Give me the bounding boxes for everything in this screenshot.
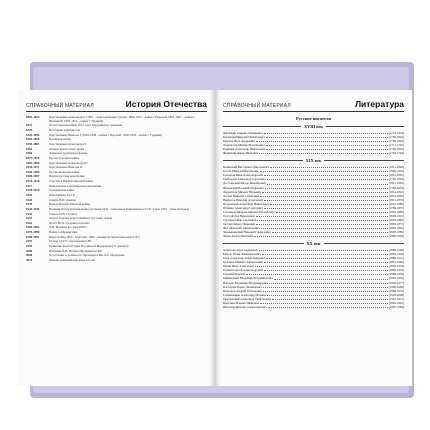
divider — [324, 160, 404, 161]
century-heading — [223, 158, 404, 163]
timeline-text: Русско-турецкая война — [49, 155, 80, 160]
writer-name: Маяковский Владимир Владимирович — [223, 276, 273, 281]
writer-years: (1910-1971) — [388, 296, 404, 301]
writer-row — [223, 151, 404, 155]
open-spread — [18, 90, 412, 386]
timeline-text: Зимние Олимпийские игры в Сочи — [49, 257, 95, 262]
divider — [223, 243, 304, 244]
timeline-year: 1904-1905 — [26, 169, 40, 174]
page-title: История Отечества — [125, 99, 207, 109]
dot-leader — [246, 272, 388, 275]
timeline-year: 1914-1918 — [26, 179, 40, 184]
timeline-text: Восстание декабристов — [49, 128, 80, 133]
timeline-text: Вступление в должность Президента РФ Д.А. Медведева — [49, 253, 125, 258]
timeline-text: Полёт Ю.А. Гагарина в космос — [49, 220, 90, 225]
writer-years: (1891-1940) — [388, 260, 404, 265]
dot-leader — [260, 169, 387, 172]
writer-years: (1799-1837) — [388, 205, 404, 210]
writer-name: Бабель Исаак Эммануилович — [223, 252, 261, 257]
writer-name: Державин Гавриил Романович — [223, 131, 263, 135]
writer-years: (1894-1940) — [388, 252, 404, 257]
writer-years: (1868-1936) — [388, 272, 404, 277]
dot-leader — [270, 165, 388, 168]
writer-years: (1820-1892) — [388, 225, 404, 230]
dot-leader — [255, 264, 387, 267]
timeline-year: 1964-1982 — [26, 225, 40, 230]
writer-years: (1860-1904) — [388, 234, 404, 239]
dot-leader — [259, 248, 388, 251]
writer-name: Фет Афанасий Афанасьевич — [223, 225, 260, 230]
writer-name: Ломоносов Михаил Васильевич — [223, 143, 265, 148]
writer-row — [223, 234, 404, 238]
dot-leader — [260, 194, 388, 197]
writer-name: Цветаева Марина Ивановна — [223, 300, 260, 305]
writer-years: (1823-1886) — [388, 201, 404, 206]
timeline-year: 2008 — [26, 253, 33, 258]
writer-years: (1893-1930) — [388, 276, 404, 281]
timeline-year: 1877-1878 — [26, 155, 40, 160]
writer-name: Тургенев Иван Сергеевич — [223, 217, 257, 222]
century-label: XX век — [306, 241, 321, 247]
dot-leader — [256, 222, 388, 225]
timeline-entry — [26, 259, 207, 263]
writer-years: (1892-1941) — [388, 300, 404, 305]
timeline-text: Февральская и Октябрьская революции — [49, 183, 102, 188]
timeline-year: 1812 — [26, 123, 33, 128]
dot-leader — [263, 285, 388, 288]
writer-years: (1821-1878) — [388, 197, 404, 202]
dot-leader — [267, 177, 388, 180]
timeline-text: Распад СССР; образование СНГ — [49, 239, 92, 244]
writer-name: Ахматова Анна Андреевна — [223, 248, 258, 253]
century-heading — [223, 241, 404, 246]
dot-leader — [264, 260, 387, 263]
writer-name: Карамзин Николай Михайлович — [223, 135, 265, 140]
writer-name: Чернышевский Николай Гаврилович — [223, 230, 271, 235]
writer-years: (1821-1881) — [388, 181, 404, 186]
timeline-year: 1953 — [26, 211, 33, 216]
dot-leader — [264, 131, 388, 134]
timeline-year: 1853-1856 — [26, 137, 40, 142]
writer-years: (1826-1889) — [388, 209, 404, 214]
timeline-text: Крымская война — [49, 137, 71, 142]
timeline-year: 2000 — [26, 248, 33, 253]
writer-years: (1812-1891) — [388, 173, 404, 178]
dot-leader — [265, 186, 387, 189]
timeline-text: Царствование Александра III — [49, 160, 88, 165]
timeline-text: Царствование Александра I (1801 – присоединение Грузии; 1804-1813 – война с Персией; 1805-1807 – войны с Францией; 1806-1812 – война с Турцией) — [49, 115, 196, 123]
dot-leader — [269, 281, 388, 284]
timeline-year: 1801-1825 — [26, 115, 40, 119]
writer-name: Островский Александр Николаевич — [223, 201, 270, 206]
writer-name: Платонов Андрей Платонович — [223, 288, 263, 293]
writer-name: Чехов Антон Павлович — [223, 234, 254, 239]
writer-years: (1743-1816) — [388, 131, 404, 135]
dot-leader — [257, 218, 387, 221]
timeline-year: 2014 — [26, 257, 33, 262]
dot-leader — [274, 276, 388, 279]
dot-leader — [264, 198, 388, 201]
dot-leader — [260, 301, 388, 304]
writer-name: Жуковский Василий Андреевич — [223, 185, 265, 190]
timeline-text: Запуск первого искусственного спутника Земли — [49, 216, 113, 221]
timeline-text: Отмена крепостного права — [49, 146, 85, 151]
timeline-year: 1881-1894 — [26, 160, 40, 165]
century-label: XVIII век — [304, 124, 324, 129]
divider — [223, 160, 303, 161]
writer-name: Салтыков-Щедрин Михаил Евграфович — [223, 209, 275, 214]
divider — [223, 126, 301, 127]
timeline-year: 1894-1917 — [26, 165, 40, 170]
timeline-year: 1924 — [26, 197, 33, 202]
section-label: СПРАВОЧНЫЙ МАТЕРИАЛ — [223, 103, 291, 109]
writer-name: Шолохов Михаил Александрович — [223, 304, 267, 309]
dot-leader — [266, 143, 388, 146]
dot-leader — [272, 297, 388, 300]
writer-list — [223, 165, 404, 238]
section-label: СПРАВОЧНЫЙ МАТЕРИАЛ — [26, 103, 94, 109]
dot-leader — [262, 190, 388, 193]
writer-name: Радищев Александр Николаевич — [223, 147, 266, 152]
writer-name: Лермонтов Михаил Юрьевич — [223, 189, 262, 194]
writer-name: Грибоедов Александр Сергеевич — [223, 177, 266, 182]
writers-subtitle: Русские писатели — [296, 116, 331, 121]
century-heading — [223, 124, 404, 129]
dot-leader — [266, 147, 387, 150]
timeline-year: 1961 — [26, 220, 33, 225]
writer-name: Фонвизин Денис Иванович — [223, 151, 259, 156]
writer-years: (1803-1873) — [388, 221, 404, 226]
writer-years: (1769-1844) — [388, 139, 404, 144]
dot-leader — [264, 206, 388, 209]
writer-years: (1895-1925) — [388, 268, 404, 273]
writer-years: (1711-1765) — [388, 143, 404, 148]
timeline-year: 1939 — [26, 202, 33, 207]
timeline-text: Гражданская война — [49, 188, 75, 193]
timeline-year: 1905-1907 — [26, 174, 40, 179]
left-page — [18, 90, 215, 386]
writer-years: (1889-1966) — [388, 248, 404, 253]
timeline-year: 1979-1989 — [26, 230, 40, 235]
dot-leader — [256, 139, 387, 142]
dot-leader — [256, 214, 388, 217]
writer-name: Есенин Сергей Александрович — [223, 268, 264, 273]
writer-name: Набоков Владимир Владимирович — [223, 280, 268, 285]
writer-years: (1905-1984) — [388, 304, 404, 309]
writer-name: Белинский Виссарион Григорьевич — [223, 165, 269, 170]
writer-name: Гончаров Иван Александрович — [223, 173, 264, 178]
dot-leader — [254, 234, 388, 237]
writer-years: (1899-1977) — [388, 280, 404, 285]
timeline-year: 1993 — [26, 244, 33, 249]
writer-years: (1899-1951) — [388, 288, 404, 293]
dot-leader — [264, 173, 388, 176]
writer-years: (1890-1960) — [388, 284, 404, 289]
left-page-header — [26, 99, 207, 112]
writer-name: Пушкин Александр Сергеевич — [223, 205, 263, 210]
writer-row — [223, 305, 404, 309]
writer-years: (1749-1802) — [388, 147, 404, 152]
writer-list — [223, 131, 404, 155]
writer-name: Блок Александр Александрович — [223, 256, 265, 261]
timeline-year: 1855-1881 — [26, 141, 40, 146]
divider — [324, 243, 405, 244]
timeline-year: 1991 — [26, 239, 33, 244]
writer-name: Крылов Иван Андреевич — [223, 139, 256, 144]
dot-leader — [270, 202, 387, 205]
dot-leader — [267, 181, 388, 184]
timeline-text: Царствование Александра II — [49, 141, 87, 146]
writer-years: (1918-2008) — [388, 292, 404, 297]
writer-years: (1766-1826) — [388, 135, 404, 140]
right-page — [215, 90, 412, 386]
timeline-text: Смерть И.В. Сталина — [49, 211, 78, 216]
writer-name: Некрасов Николай Алексеевич — [223, 197, 264, 202]
dot-leader — [264, 268, 388, 271]
timeline-text: Великая Отечественная война (22 июня 1941 – нападение Германии на СССР; 9 мая 1945 – День Победы) — [49, 206, 189, 211]
timeline-year: 1918-1920 — [26, 188, 40, 193]
writer-name: Пастернак Борис Леонидович — [223, 284, 262, 289]
writers-list — [223, 124, 404, 309]
writer-years: (1809-1852) — [388, 169, 404, 174]
timeline-text: Отечественная война 1812 года; Бородинское сражение — [49, 123, 123, 128]
writer-name: Толстой Лев Николаевич — [223, 213, 256, 218]
history-timeline — [26, 116, 207, 263]
dot-leader — [267, 293, 387, 296]
writer-years: (1880-1921) — [388, 256, 404, 261]
writer-years: (1831-1895) — [388, 193, 404, 198]
writer-years: (1811-1848) — [388, 165, 404, 170]
writer-name: Твардовский Александр Трифонович — [223, 296, 272, 301]
writer-list — [223, 248, 404, 309]
dot-leader — [266, 135, 388, 138]
writer-name: Солженицын Александр Исаевич — [223, 292, 267, 297]
timeline-year: 1941-1945 — [26, 206, 40, 211]
timeline-text: Война в Афганистане — [49, 230, 78, 235]
divider — [326, 126, 404, 127]
timeline-text: Первая русская революция — [49, 174, 85, 179]
timeline-text: Царствование Николая II — [49, 165, 83, 170]
writer-years: (1745-1792) — [388, 151, 404, 156]
writer-name: Горький Максим — [223, 272, 245, 277]
timeline-text: Русско-японская война — [49, 169, 80, 174]
dot-leader — [276, 210, 388, 213]
writer-years: (1814-1841) — [388, 189, 404, 194]
writer-name: Тютчев Фёдор Иванович — [223, 221, 256, 226]
dot-leader — [263, 289, 387, 292]
timeline-text: Начало Второй мировой войны — [49, 202, 91, 207]
timeline-text: Земская и судебная реформы — [49, 151, 88, 156]
writer-name: Гоголь Николай Васильевич — [223, 169, 260, 174]
timeline-text: Смерть В.И. Ленина — [49, 197, 76, 202]
writer-name: Булгаков Михаил Афанасьевич — [223, 260, 264, 265]
century-label: XIX век — [305, 158, 322, 164]
writer-name: Достоевский Фёдор Михайлович — [223, 181, 267, 186]
writer-name: Бунин Иван Алексеевич — [223, 264, 255, 269]
dot-leader — [266, 256, 388, 259]
writer-years: (1828-1889) — [388, 230, 404, 235]
dot-leader — [268, 305, 388, 308]
timeline-year: 1825-1855 — [26, 132, 40, 137]
timeline-entry — [26, 116, 207, 124]
timeline-text: Избрание В.В. Путина Президентом РФ — [49, 248, 102, 253]
right-page-header — [223, 99, 404, 112]
timeline-year: 1825 — [26, 128, 33, 133]
timeline-text: Царствование Николая I (1826-1828 – война с Персией; 1828-1829 – война с Турцией) — [49, 132, 163, 137]
timeline-text: Участие в Первой мировой войне — [49, 179, 94, 184]
dot-leader — [259, 151, 387, 154]
writer-years: (1783-1852) — [388, 185, 404, 190]
writer-years: (1870-1953) — [388, 264, 404, 269]
timeline-year: 1957 — [26, 216, 33, 221]
timeline-text: Принятие Конституции Российской Федерации (12 декабря) — [49, 244, 129, 249]
writer-name: Лесков Николай Семёнович — [223, 193, 260, 198]
timeline-year: 1922 — [26, 193, 33, 197]
writer-years: (1818-1883) — [388, 217, 404, 222]
timeline-year: 1864 — [26, 151, 33, 156]
timeline-text: Л.И. Брежнев во главе КПСС — [49, 225, 88, 230]
dot-leader — [261, 226, 388, 229]
writer-years: (1795-1829) — [388, 177, 404, 182]
dot-leader — [272, 230, 388, 233]
writer-years: (1828-1910) — [388, 213, 404, 218]
timeline-text: Образование СССР — [49, 193, 75, 197]
timeline-year: 1985-1991 — [26, 234, 40, 239]
timeline-year: 1917 — [26, 183, 33, 188]
dot-leader — [262, 252, 388, 255]
page-title: Литература — [355, 99, 404, 109]
timeline-text: Перестройка (М.С. Горбачёв; 1986 – авария на Чернобыльской АЭС) — [49, 234, 140, 239]
timeline-year: 1861 — [26, 146, 33, 151]
